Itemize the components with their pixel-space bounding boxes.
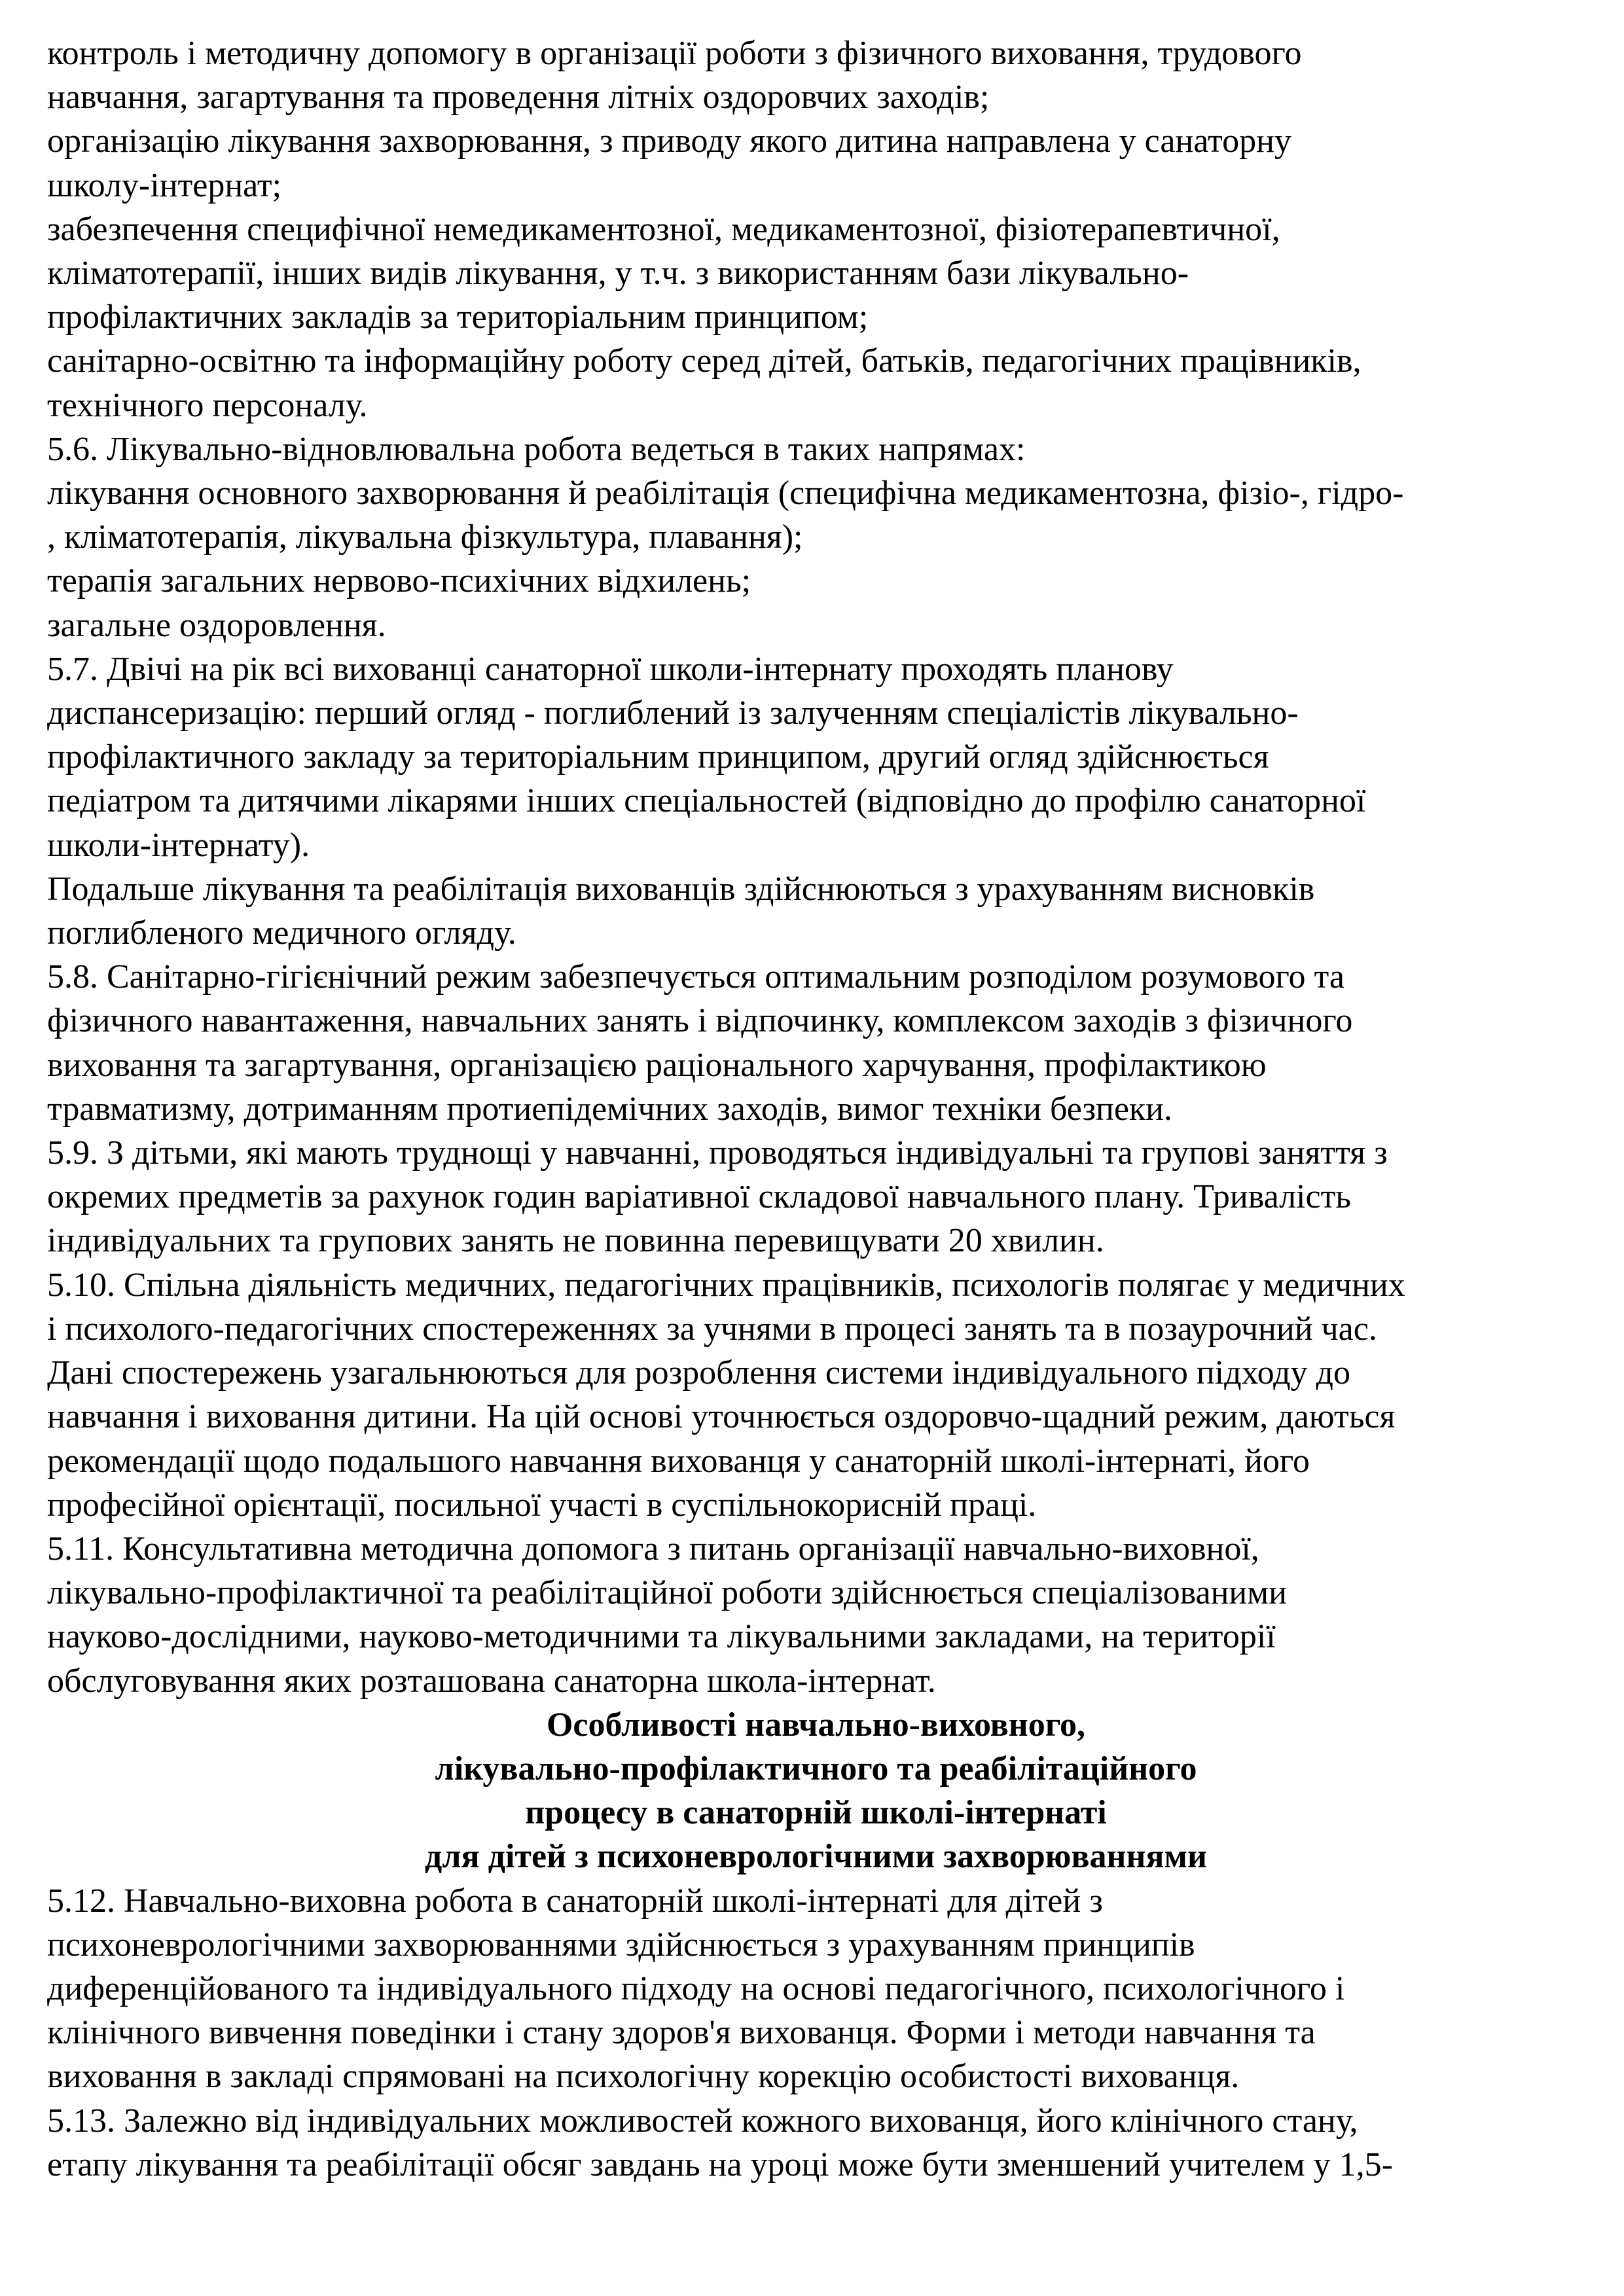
text-line: забезпечення специфічної немедикаментозної, медикаментозної, фізіотерапевтичної,	[47, 210, 1280, 248]
text-line: профілактичних закладів за територіальним принципом;	[47, 298, 869, 336]
text-line: травматизму, дотриманням протиепідемічних заходів, вимог техніки безпеки.	[47, 1090, 1172, 1128]
text-line: педіатром та дитячими лікарями інших спеціальностей (відповідно до профілю санаторної	[47, 782, 1366, 820]
text-line: обслуговування яких розташована санаторна школа-інтернат.	[47, 1662, 936, 1700]
text-line: Дані спостережень узагальнюються для розроблення системи індивідуального підходу до	[47, 1354, 1351, 1392]
text-line: психоневрологічними захворюваннями здійснюється з урахуванням принципів	[47, 1926, 1195, 1964]
text-line: школи-інтернату).	[47, 826, 310, 864]
text-line: контроль і методичну допомогу в організації роботи з фізичного виховання, трудового	[47, 35, 1302, 72]
text-line: Подальше лікування та реабілітація вихованців здійснюються з урахуванням висновків	[47, 870, 1315, 908]
text-line: 5.10. Спільна діяльність медичних, педагогічних працівників, психологів полягає у медичних	[47, 1266, 1405, 1304]
text-line: загальне оздоровлення.	[47, 606, 386, 644]
body-text-bottom	[47, 1879, 1585, 2187]
text-line: 5.11. Консультативна методична допомога з питань організації навчально-виховної,	[47, 1530, 1259, 1568]
text-line: диспансеризацію: перший огляд - поглиблений із залученням спеціалістів лікувально-	[47, 694, 1299, 732]
text-line: рекомендації щодо подальшого навчання вихованця у санаторній школі-інтернаті, його	[47, 1442, 1310, 1480]
text-line: окремих предметів за рахунок годин варіативної складової навчального плану. Тривалість	[47, 1178, 1352, 1216]
text-line: виховання та загартування, організацією раціонального харчування, профілактикою	[47, 1046, 1267, 1084]
text-line: 5.8. Санітарно-гігієнічний режим забезпечується оптимальним розподілом розумового та	[47, 958, 1344, 996]
heading-line: для дітей з психоневрологічними захворюваннями	[425, 1838, 1207, 1876]
section-heading	[47, 1703, 1585, 1879]
body-text-top	[47, 31, 1585, 1703]
text-line: клінічного вивчення поведінки і стану здоров'я вихованця. Форми і методи навчання та	[47, 2014, 1316, 2052]
text-line: етапу лікування та реабілітації обсяг завдань на уроці може бути зменшений учителем у 1,5-	[47, 2145, 1393, 2183]
text-line: кліматотерапії, інших видів лікування, у т.ч. з використанням бази лікувально-	[47, 255, 1189, 293]
text-line: організацію лікування захворювання, з приводу якого дитина направлена у санаторну	[47, 122, 1291, 160]
text-line: диференційованого та індивідуального підходу на основі педагогічного, психологічного і	[47, 1969, 1345, 2007]
text-line: , кліматотерапія, лікувальна фізкультура, плавання);	[47, 518, 803, 556]
text-line: професійної орієнтації, посильної участі в суспільнокорисній праці.	[47, 1486, 1037, 1524]
text-line: профілактичного закладу за територіальним принципом, другий огляд здійснюється	[47, 738, 1269, 776]
text-line: індивідуальних та групових занять не повинна перевищувати 20 хвилин.	[47, 1222, 1104, 1260]
text-line: поглибленого медичного огляду.	[47, 914, 516, 952]
text-line: навчання і виховання дитини. На цій основі уточнюється оздоровчо-щадний режим, даються	[47, 1398, 1396, 1436]
text-line: технічного персоналу.	[47, 386, 368, 424]
text-line: 5.6. Лікувально-відновлювальна робота ведеться в таких напрямах:	[47, 430, 1026, 468]
text-line: науково-дослідними, науково-методичними та лікувальними закладами, на території	[47, 1618, 1276, 1656]
text-line: школу-інтернат;	[47, 166, 282, 204]
heading-line: процесу в санаторній школі-інтернаті	[525, 1794, 1107, 1832]
heading-line: Особливості навчально-виховного,	[546, 1706, 1086, 1744]
text-line: терапія загальних нервово-психічних відхилень;	[47, 562, 751, 600]
text-line: і психолого-педагогічних спостереженнях за учнями в процесі занять та в позаурочний час.	[47, 1310, 1377, 1348]
text-line: 5.7. Двічі на рік всі вихованці санаторної школи-інтернату проходять планову	[47, 650, 1174, 688]
text-line: 5.9. З дітьми, які мають труднощі у навчанні, проводяться індивідуальні та групові заняття з	[47, 1134, 1388, 1172]
heading-line: лікувально-профілактичного та реабілітаційного	[435, 1749, 1197, 1787]
text-line: лікування основного захворювання й реабілітація (специфічна медикаментозна, фізіо-, гідро-	[47, 475, 1404, 512]
text-line: санітарно-освітню та інформаційну роботу серед дітей, батьків, педагогічних працівників,	[47, 342, 1362, 380]
text-line: лікувально-профілактичної та реабілітаційної роботи здійснюється спеціалізованими	[47, 1574, 1287, 1612]
text-line: виховання в закладі спрямовані на психологічну корекцію особистості вихованця.	[47, 2058, 1240, 2096]
text-line: 5.13. Залежно від індивідуальних можливостей кожного вихованця, його клінічного стану,	[47, 2102, 1358, 2140]
text-line: фізичного навантаження, навчальних занять і відпочинку, комплексом заходів з фізичного	[47, 1002, 1353, 1040]
text-line: навчання, загартування та проведення літніх оздоровчих заходів;	[47, 79, 990, 117]
text-line: 5.12. Навчально-виховна робота в санаторній школі-інтернаті для дітей з	[47, 1882, 1103, 1920]
